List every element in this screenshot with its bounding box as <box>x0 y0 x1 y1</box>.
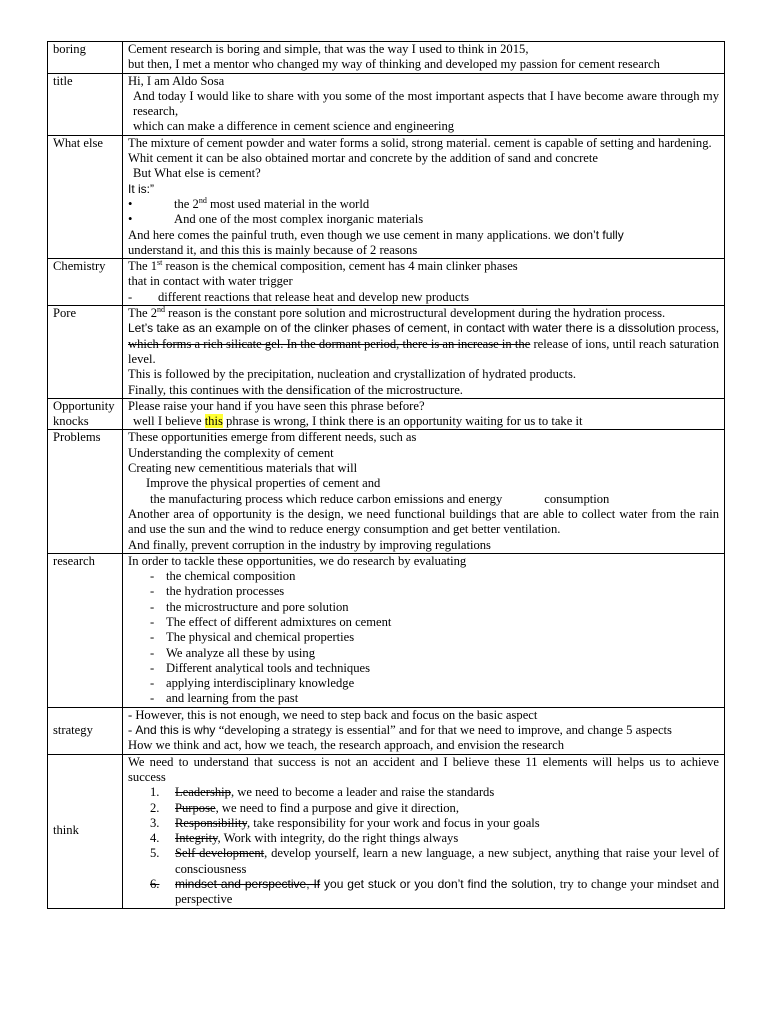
row-content: - However, this is not enough, we need to step back and focus on the basic aspect - And this is why “developing a strategy is essential” and for that we need to improve, and change 5 aspects How we think and act, how we teach, the research approach, and envision the research <box>123 707 725 754</box>
list-item: 2. Purpose, we need to find a purpose and give it direction, <box>150 800 460 815</box>
row-content: These opportunities emerge from different needs, such as Understanding the complexity of cement Creating new cementitious materials that will Improve the physical properties of cement and the manufacturing process which reduce carbon emissions and energy consumption Another area of opportunity is the design, we need functional buildings that are able to collect water from the rain and use the sun and the wind to reduce energy consumption and get better ventilation. And finally, prevent corruption in the industry by improving regulations <box>123 430 725 553</box>
list-item: - the hydration processes <box>150 584 285 599</box>
table-row <box>48 430 725 553</box>
bullet-item: • And one of the most complex inorganic materials <box>128 212 424 227</box>
table-row <box>48 73 725 135</box>
row-content: Please raise your hand if you have seen this phrase before? well I believe this phrase is wrong, I think there is an opportunity waiting for us to take it <box>123 398 725 430</box>
table-row <box>48 259 725 306</box>
row-label: Chemistry <box>48 259 123 306</box>
bullet-icon: • <box>128 212 133 227</box>
list-item: - The physical and chemical properties <box>150 630 355 645</box>
row-content: In order to tackle these opportunities, we do research by evaluating - the chemical composition - the hydration processes - the microstructure and pore solution - The effect of different admixtures on cement - The physical and chemical properties - We analyze all these by using - Different analytical tools and techniques - applying interdisciplinary knowledge - and learning from the past <box>123 553 725 707</box>
row-content: The 2nd reason is the constant pore solution and microstructural development during the hydration process. Let’s take as an example on of the clinker phases of cement, in contact with water there is a dissolution process, which forms a rich silicate gel. In the dormant period, there is an increase in the release of ions, until reach saturation level. This is followed by the precipitation, nucleation and crystallization of hydrated products. Finally, this continues with the densification of the microstructure. <box>123 306 725 399</box>
list-item: 1. Leadership, we need to become a leader and raise the standards <box>150 785 495 800</box>
table-row <box>48 398 725 430</box>
row-label: strategy <box>48 707 123 754</box>
list-item: 6. mindset and perspective, If you get stuck or you don’t find the solution, try to change your mindset and perspective <box>150 877 719 907</box>
list-item: - Different analytical tools and techniques <box>150 660 370 675</box>
table-row <box>48 553 725 707</box>
row-label: research <box>48 553 123 707</box>
research-list <box>128 569 719 707</box>
table-row <box>48 306 725 399</box>
table-row <box>48 754 725 908</box>
list-item: - the microstructure and pore solution <box>150 599 349 614</box>
list-item: 3. Responsibility, take responsibility for your work and focus in your goals <box>150 815 540 830</box>
row-label: think <box>48 754 123 908</box>
list-item: - We analyze all these by using <box>150 645 316 660</box>
table-row <box>48 42 725 74</box>
row-label: Problems <box>48 430 123 553</box>
list-item: - applying interdisciplinary knowledge <box>150 676 355 691</box>
list-item: 4. Integrity, Work with integrity, do the right things always <box>150 831 459 846</box>
row-label: boring <box>48 42 123 74</box>
row-label: title <box>48 73 123 135</box>
list-item: - and learning from the past <box>150 691 299 706</box>
row-label: Pore <box>48 306 123 399</box>
success-list <box>128 785 719 907</box>
bullet-icon: • <box>128 196 133 211</box>
row-content: Cement research is boring and simple, that was the way I used to think in 2015, but then, I met a mentor who changed my way of thinking and developed my passion for cement research <box>123 42 725 74</box>
row-content: The 1st reason is the chemical composition, cement has 4 main clinker phases that in contact with water trigger - different reactions that release heat and develop new products <box>123 259 725 306</box>
struck-text: which forms a rich silicate gel. In the dormant period, there is an increase in the <box>128 336 531 351</box>
dash-item: - different reactions that release heat and develop new products <box>128 289 469 304</box>
highlighted-word: this <box>204 414 223 429</box>
list-item: 5. Self development, develop yourself, learn a new language, a new subject, anything that raise your level of consciousness <box>150 846 720 876</box>
row-label: Opportunity knocks <box>48 398 123 430</box>
bullet-item: • the 2nd most used material in the world <box>128 195 370 211</box>
row-label: What else <box>48 135 123 258</box>
script-table <box>47 41 725 909</box>
row-content: Hi, I am Aldo Sosa And today I would like to share with you some of the most important aspects that I have become aware through my research, which can make a difference in cement science and engineering <box>123 73 725 135</box>
row-content: We need to understand that success is not an accident and I believe these 11 elements will helps us to achieve success 1. Leadership, we need to become a leader and raise the standards 2. Purpose, we need to find a purpose and give it direction, 3. Responsibility, take responsibility for your work and focus in your goals 4. Integrity, Work with integrity, do the right things always 5. Self development, develop yourself, learn a new language, a new subject, anything that raise your level of consciousness 6. mindset and perspective, If you get stuck or you don’t find the solution, try to change your mindset and perspective <box>123 754 725 908</box>
row-content: The mixture of cement powder and water forms a solid, strong material. cement is capable of setting and hardening. Whit cement it can be also obtained mortar and concrete by the addition of sand and concrete But What else is cement? It is:” • the 2nd most used material in the world • And one of the most complex inorganic materials And here comes the painful truth, even though we use cement in many applications. we don’t fully understand it, and this this is mainly because of 2 reasons <box>123 135 725 258</box>
list-item: - The effect of different admixtures on cement <box>150 614 392 629</box>
list-item: - the chemical composition <box>150 569 296 584</box>
table-row <box>48 135 725 258</box>
table-row <box>48 707 725 754</box>
